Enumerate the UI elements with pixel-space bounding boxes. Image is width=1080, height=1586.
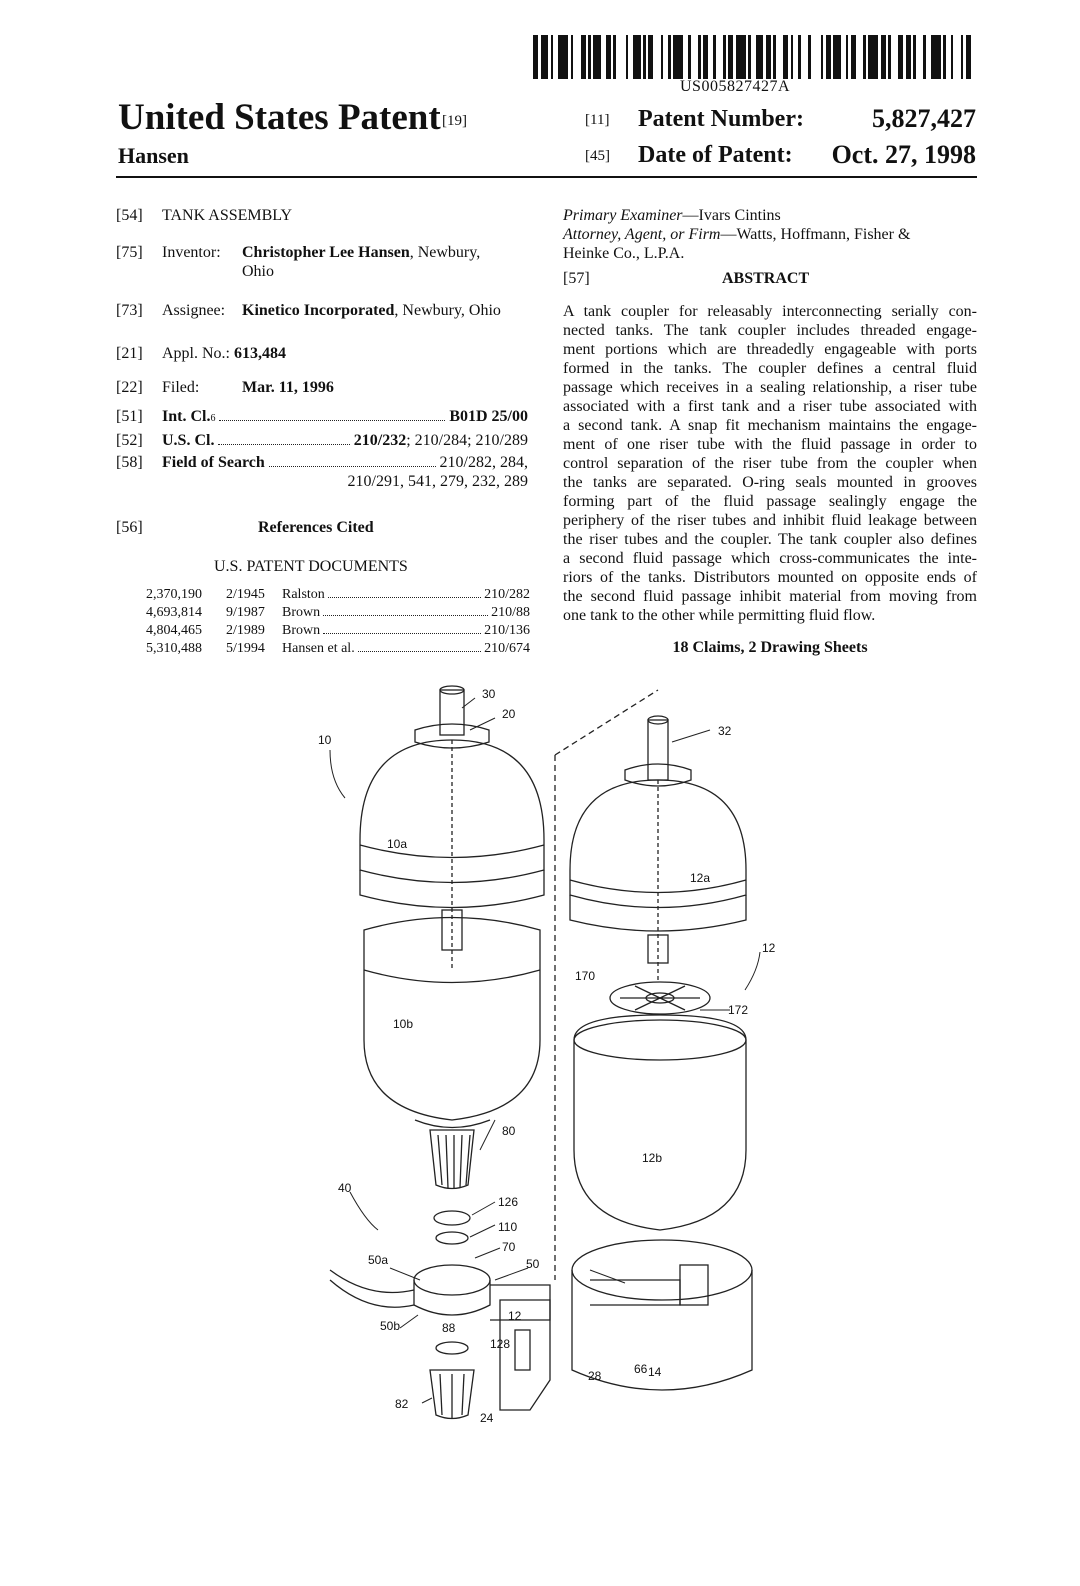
reference-class: 210/88 (491, 605, 530, 620)
intcl-field-code: [51] (116, 408, 143, 425)
distributor-82-drawing (430, 1342, 474, 1419)
reference-class: 210/136 (484, 623, 530, 638)
label-12b: 12b (642, 1151, 663, 1165)
reference-name: Ralston (282, 587, 325, 602)
barcode (533, 35, 976, 79)
abstract-line: the riser tubes and the coupler. The tank coupler also defines (563, 531, 977, 548)
label-10a: 10a (387, 837, 408, 851)
abstract-code: [57] (563, 270, 590, 287)
barcode-bar (916, 35, 924, 79)
reference-row (146, 605, 530, 623)
inventor-state: Ohio (242, 263, 274, 280)
label-24: 24 (480, 1411, 494, 1425)
barcode-bar (891, 35, 899, 79)
uscl-value-rest: ; 210/284; 210/289 (406, 432, 528, 449)
reference-number: 4,693,814 (146, 605, 202, 620)
label-126: 126 (498, 1195, 519, 1209)
label-66: 66 (634, 1362, 648, 1376)
tank-assembly-drawing (290, 680, 790, 1460)
reference-name: Hansen et al. (282, 641, 355, 656)
abstract-line: riors of the tanks. Distributors mounted on opposite ends of (563, 569, 977, 586)
barcode-bar (593, 35, 601, 79)
appl-number: 613,484 (234, 345, 286, 362)
barcode-bar (931, 35, 941, 79)
label-82: 82 (395, 1397, 409, 1411)
dot-leader (328, 587, 481, 598)
reference-class: 210/674 (484, 641, 530, 656)
barcode-bar (573, 35, 581, 79)
fos-field-code: [58] (116, 454, 143, 471)
barcode-bar (856, 35, 864, 79)
references-table (146, 587, 530, 659)
date-label: Date of Patent: (638, 142, 793, 168)
filed-field-code: [22] (116, 379, 143, 396)
label-50a: 50a (368, 1253, 389, 1267)
intcl-label: Int. Cl. (162, 408, 211, 425)
barcode-bar (971, 35, 976, 79)
label-32: 32 (718, 724, 732, 738)
fos-value-2: 210/291, 541, 279, 232, 289 (347, 473, 528, 490)
reference-name: Brown (282, 605, 321, 620)
us-cl-row (162, 431, 528, 450)
reference-number: 4,804,465 (146, 623, 202, 638)
assignee-value (242, 301, 501, 320)
dot-leader (323, 605, 488, 616)
attorney-label: Attorney, Agent, or Firm (563, 226, 721, 243)
abstract-heading: ABSTRACT (722, 270, 810, 287)
dot-leader (323, 623, 481, 634)
attorney-firm-2: Heinke Co., L.P.A. (563, 245, 685, 262)
dot-leader (218, 432, 349, 445)
barcode-bar (673, 35, 683, 79)
references-heading: References Cited (258, 519, 374, 536)
assignee-field-code: [73] (116, 302, 143, 319)
tank-12b-drawing (574, 1015, 746, 1230)
label-80: 80 (502, 1124, 516, 1138)
fos-value-1: 210/282, 284, (439, 454, 528, 471)
date-code: [45] (585, 148, 610, 164)
tank-10b-drawing (364, 918, 540, 1128)
patent-number-label: Patent Number: (638, 106, 804, 132)
us-patent-docs-heading: U.S. PATENT DOCUMENTS (214, 558, 408, 575)
inventor-location: , Newbury, (409, 244, 481, 261)
primary-examiner (563, 206, 977, 225)
abstract-line: the second fluid passage inhibit material from moving from (563, 588, 977, 605)
label-12-small: 12 (508, 1309, 522, 1323)
patent-number-code: [11] (585, 112, 610, 128)
abstract-line: ment portions which are threadedly engageable with ports (563, 341, 977, 358)
label-20: 20 (502, 707, 516, 721)
abstract-line: nected tanks. The tank coupler includes threaded engage- (563, 322, 977, 339)
reference-number: 5,310,488 (146, 641, 202, 656)
inventor-value (242, 243, 480, 281)
tank-10a-drawing (360, 686, 544, 970)
assignee-location: , Newbury, Ohio (394, 302, 501, 319)
barcode-bar (716, 35, 724, 79)
reference-row (146, 623, 530, 641)
label-70: 70 (502, 1240, 516, 1254)
label-10: 10 (318, 733, 332, 747)
abstract-line: one tank to the other while permitting fluid flow. (563, 607, 876, 624)
int-cl-row (162, 407, 528, 428)
label-170: 170 (575, 969, 596, 983)
primary-examiner-label: Primary Examiner (563, 207, 683, 224)
reference-name: Brown (282, 623, 321, 638)
barcode-bar (736, 35, 746, 79)
reference-row (146, 641, 530, 659)
abstract-line: forming part of the fluid passage sealingly engage the (563, 493, 977, 510)
label-30: 30 (482, 687, 496, 701)
label-14: 14 (648, 1365, 662, 1379)
appl-field-code: [21] (116, 345, 143, 362)
assignee-label: Assignee: (162, 302, 226, 319)
inventor-surname: Hansen (118, 143, 189, 168)
reference-date: 2/1945 (226, 587, 265, 602)
appl-label: Appl. No.: (162, 345, 230, 362)
uscl-value-primary: 210/232 (353, 432, 407, 449)
appl-no-field (162, 344, 286, 363)
abstract-line: formed in the tanks. The coupler defines a central fluid (563, 360, 977, 377)
barcode-bar (776, 35, 784, 79)
abstract-line: passage which receives in a sealing relationship, a riser tube (563, 379, 977, 396)
intcl-value: B01D 25/00 (449, 408, 528, 425)
header-rule (116, 176, 977, 178)
document-number: US005827427A (680, 78, 791, 95)
patent-number: 5,827,427 (872, 104, 976, 133)
barcode-bar (558, 35, 568, 79)
reference-date: 5/1994 (226, 641, 265, 656)
abstract-body (563, 302, 977, 625)
barcode-bar (633, 35, 641, 79)
barcode-bar (811, 35, 821, 79)
label-12a: 12a (690, 871, 711, 885)
label-28: 28 (588, 1369, 602, 1383)
barcode-bar (653, 35, 661, 79)
inventor-label: Inventor: (162, 244, 221, 261)
abstract-line: the tanks are separated. O-ring seals mounted in grooves (563, 474, 977, 491)
intcl-sup: 6 (210, 413, 216, 424)
inventor-field-code: [75] (116, 244, 143, 261)
barcode-bar (953, 35, 961, 79)
dot-leader (358, 641, 481, 652)
label-10b: 10b (393, 1017, 414, 1031)
barcode-bar (541, 35, 549, 79)
abstract-line: ment of one riser tube with the fluid passage in order to (563, 436, 977, 453)
label-88: 88 (442, 1321, 456, 1335)
reference-number: 2,370,190 (146, 587, 202, 602)
barcode-bar (616, 35, 626, 79)
attorney-line-1 (563, 225, 977, 244)
attorney-firm-1: —Watts, Hoffmann, Fisher & (720, 226, 911, 243)
refs-field-code: [56] (116, 519, 143, 536)
primary-examiner-name: —Ivars Cintins (682, 207, 781, 224)
label-12: 12 (762, 941, 776, 955)
plate-172-drawing (610, 982, 710, 1014)
label-50b: 50b (380, 1319, 401, 1333)
abstract-line: control separation of the riser tube from the coupler when (563, 455, 977, 472)
claims-summary: 18 Claims, 2 Drawing Sheets (672, 639, 868, 656)
invention-title: TANK ASSEMBLY (162, 207, 293, 224)
reference-class: 210/282 (484, 587, 530, 602)
barcode-bar (833, 35, 841, 79)
reference-date: 9/1987 (226, 605, 265, 620)
label-40: 40 (338, 1181, 352, 1195)
uscl-label: U.S. Cl. (162, 432, 215, 449)
label-172: 172 (728, 1003, 749, 1017)
assignee-name: Kinetico Incorporated (242, 302, 395, 319)
title-field-code: [54] (116, 207, 143, 224)
base-cup-14-drawing (572, 1240, 752, 1390)
label-110: 110 (498, 1220, 518, 1234)
abstract-line: a second tank. A snap fit mechanism maintains the engage- (563, 417, 977, 434)
patent-title-heading: United States Patent (118, 97, 441, 138)
reference-date: 2/1989 (226, 623, 265, 638)
barcode-bar (691, 35, 699, 79)
reference-row (146, 587, 530, 605)
uscl-field-code: [52] (116, 432, 143, 449)
abstract-line: A tank coupler for releasably interconnecting serially con- (563, 303, 977, 320)
inventor-name: Christopher Lee Hansen (242, 244, 410, 261)
field-of-search-row (162, 453, 528, 472)
title-code: [19] (442, 113, 467, 129)
barcode-bar (868, 35, 878, 79)
barcode-bar (801, 35, 809, 79)
barcode-bar (756, 35, 764, 79)
abstract-line: associated with a first tank and a riser tube associated with (563, 398, 977, 415)
filed-date: Mar. 11, 1996 (242, 379, 334, 396)
distributor-80-drawing (430, 1130, 474, 1189)
label-128: 128 (490, 1337, 511, 1351)
abstract-line: a second fluid passage which cross-communicates the inte- (563, 550, 977, 567)
tank-12a-drawing (570, 716, 746, 980)
dot-leader (219, 408, 445, 421)
label-50: 50 (526, 1257, 540, 1271)
filed-label: Filed: (162, 379, 200, 396)
fos-label: Field of Search (162, 454, 265, 471)
date-of-patent: Oct. 27, 1998 (831, 140, 976, 169)
dot-leader (269, 454, 436, 467)
abstract-line: periphery of the riser tubes and inhibit fluid leakage between (563, 512, 977, 529)
